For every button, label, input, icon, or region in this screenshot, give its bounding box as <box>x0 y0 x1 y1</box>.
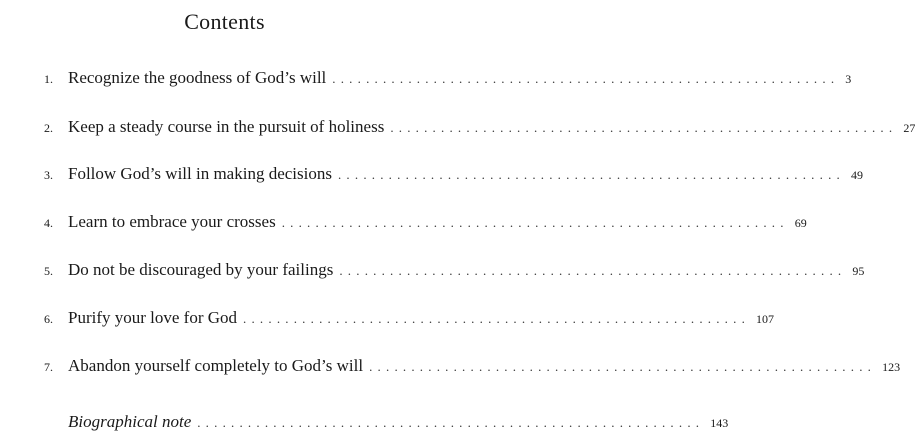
entry-page-number: 123 <box>882 360 901 374</box>
toc-entry-3[interactable] <box>0 162 863 186</box>
entry-number: 4. <box>44 216 53 230</box>
toc-entry-1[interactable] <box>0 66 852 90</box>
entry-title: Do not be discouraged by your failings <box>68 260 334 279</box>
toc-entry-4[interactable] <box>0 210 807 234</box>
toc-entry-6[interactable] <box>0 306 775 330</box>
entry-page-number: 3 <box>845 72 852 86</box>
entry-number: 6. <box>44 312 53 326</box>
entry-title: Abandon yourself completely to God’s will <box>68 356 364 375</box>
toc-entry-5[interactable] <box>0 258 865 282</box>
entry-title: Learn to embrace your crosses <box>68 212 276 231</box>
dot-leader: ............................................................ <box>390 120 898 135</box>
dot-leader: ............................................................ <box>281 215 789 230</box>
entry-number: 7. <box>44 360 53 374</box>
contents-title: Contents <box>184 9 265 34</box>
toc-entry-2[interactable] <box>0 115 915 139</box>
entry-number: 2. <box>44 121 53 135</box>
entry-title: Keep a steady course in the pursuit of holiness <box>68 117 385 136</box>
entry-title: Follow God’s will in making decisions <box>68 164 332 183</box>
entry-page-number: 95 <box>852 264 865 278</box>
dot-leader: ............................................................ <box>337 167 845 182</box>
entry-page-number: 49 <box>850 168 863 182</box>
toc-entry-7[interactable] <box>0 354 901 378</box>
entry-page-number: 143 <box>710 416 729 430</box>
dot-leader: ............................................................ <box>369 359 877 374</box>
entry-number: 1. <box>44 72 53 86</box>
entry-number: 5. <box>44 264 53 278</box>
entry-page-number: 69 <box>794 216 807 230</box>
toc-entry-biographical-note[interactable] <box>0 410 729 434</box>
dot-leader: ............................................................ <box>339 263 847 278</box>
dot-leader: ............................................................ <box>243 311 751 326</box>
entry-number: 3. <box>44 168 53 182</box>
entry-page-number: 27 <box>903 121 915 135</box>
entry-title: Recognize the goodness of God’s will <box>68 68 327 87</box>
entry-page-number: 107 <box>756 312 775 326</box>
dot-leader: ............................................................ <box>332 71 840 86</box>
entry-title: Purify your love for God <box>68 308 238 327</box>
entry-title: Biographical note <box>68 412 192 431</box>
dot-leader: ............................................................ <box>197 415 705 430</box>
